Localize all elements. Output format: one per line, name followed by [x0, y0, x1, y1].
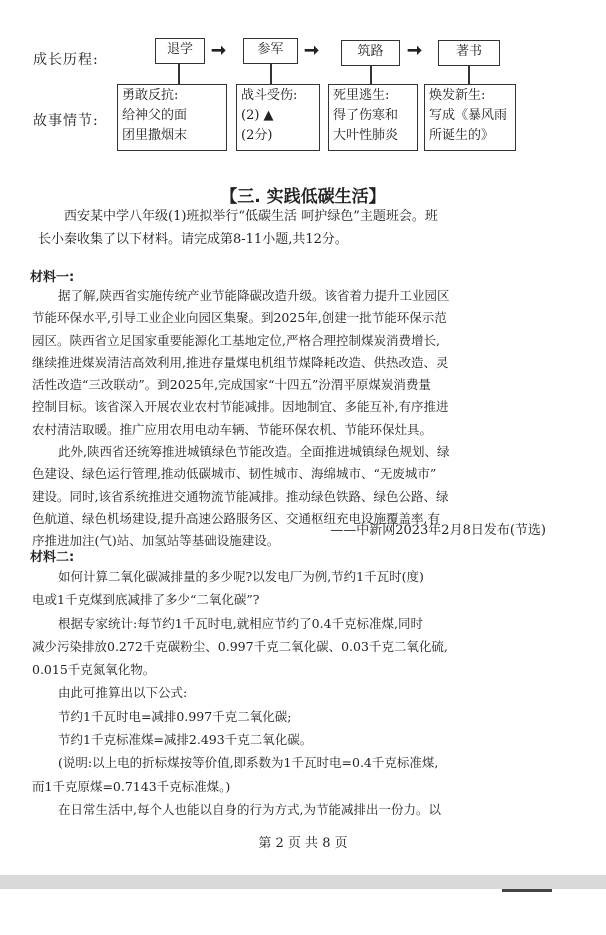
- story-cell-line: 焕发新生:: [429, 88, 486, 103]
- story-label: 故事情节:: [33, 113, 99, 129]
- story-cell-line: 团里撒烟末: [122, 128, 188, 143]
- story-cell-line: (2) ▲: [241, 108, 274, 123]
- material1-paragraph1: [32, 285, 562, 441]
- text-line: 继续推进煤炭清洁高效利用,推进存量煤电机组节煤降耗改造、供热改造、灵: [32, 354, 449, 370]
- text-line: 建设。同时,该省系统推进交通物流节能减排。推动绿色铁路、绿色公路、绿: [32, 488, 449, 504]
- section-title: 【三. 实践低碳生活】: [220, 187, 386, 207]
- scan-artifact: [502, 889, 552, 892]
- text-line: 节约1千瓦时电=减排0.997千克二氧化碳;: [58, 708, 292, 724]
- story-cell-line: 战斗受伤:: [241, 88, 298, 103]
- text-line: 此外,陕西省还统筹推进城镇绿色节能改造。全面推进城镇绿色规划、绿: [58, 444, 450, 459]
- story-cell-4: [424, 84, 516, 151]
- story-cell-line: 写成《暴风雨: [429, 108, 508, 123]
- source-citation: ——中新网2023年2月8日发布(节选): [330, 523, 546, 538]
- growth-label: 成长历程:: [33, 52, 99, 68]
- text-line: 节约1千克标准煤=减排2.493千克二氧化碳。: [58, 732, 313, 748]
- text-line: 控制目标。该省深入开展农业农村节能减排。因地制宜、多能互补,有序推进: [32, 399, 449, 415]
- material2-heading: 材料二:: [30, 550, 75, 565]
- stage-box-4: 著书: [438, 40, 500, 66]
- story-cell-1: [117, 84, 227, 151]
- connector-line: [370, 66, 372, 84]
- text-line: 由此可推算出以下公式:: [58, 685, 188, 701]
- text-line: 电或1千克煤到底减排了多少“二氧化碳”?: [32, 592, 260, 608]
- text-line: (说明:以上电的折标煤按等价值,即系数为1千瓦时电=0.4千克标准煤,: [58, 755, 439, 771]
- material2-paragraph: [32, 565, 562, 821]
- story-cell-2: [236, 84, 320, 151]
- text-line: 据了解,陕西省实施传统产业节能降碳改造升级。该省着力提升工业园区: [58, 288, 450, 303]
- right-arrow-icon: ➞: [304, 40, 320, 61]
- page-divider: [0, 875, 606, 889]
- story-cell-line: 大叶性肺炎: [333, 128, 399, 143]
- text-line: 园区。陕西省立足国家重要能源化工基地定位,严格合理控制煤炭消费增长,: [32, 332, 440, 348]
- right-arrow-icon: ➞: [407, 40, 423, 61]
- text-line: 节能环保水平,引导工业企业向园区集聚。到2025年,创建一批节能环保示范: [32, 310, 447, 326]
- material1-heading: 材料一:: [30, 270, 75, 285]
- stage-box-1: 退学: [155, 38, 205, 64]
- intro-paragraph: [38, 205, 558, 251]
- text-line: 序推进加注(气)站、加氢站等基础设施建设。: [32, 533, 280, 549]
- next-page-edge: [0, 889, 606, 935]
- right-arrow-icon: ➞: [211, 40, 227, 61]
- text-line: 农村清洁取暖。推广应用农用电动车辆、节能环保农机、节能环保灶具。: [32, 421, 433, 437]
- story-cell-line: 给神父的面: [122, 108, 188, 123]
- text-line: 在日常生活中,每个人也能以自身的行为方式,为节能减排出一份力。以: [58, 801, 441, 817]
- text-line: 西安某中学八年级(1)班拟举行“低碳生活 呵护绿色”主题班会。班: [64, 209, 438, 224]
- text-line: 根据专家统计:每节约1千瓦时电,就相应节约了0.4千克标准煤,同时: [58, 615, 423, 631]
- stage-box-3: 筑路: [341, 40, 400, 66]
- connector-line: [178, 64, 180, 84]
- text-line: 减少污染排放0.272千克碳粉尘、0.997千克二氧化碳、0.03千克二氧化硫,: [32, 638, 448, 654]
- stage-box-2: 参军: [243, 38, 298, 64]
- connector-line: [468, 66, 470, 84]
- connector-line: [270, 64, 272, 84]
- story-cell-line: 勇敢反抗:: [122, 88, 179, 103]
- text-line: 如何计算二氧化碳减排量的多少呢?以发电厂为例,节约1千瓦时(度): [58, 569, 424, 584]
- story-cell-line: 得了伤寒和: [333, 108, 399, 123]
- text-line: 活性改造“三改联动”。到2025年,完成国家“十四五”汾渭平原煤炭消费量: [32, 377, 431, 393]
- text-line: 色航道、绿色机场建设,提升高速公路服务区、交通枢纽充电设施覆盖率,有: [32, 510, 440, 526]
- story-cell-line: 死里逃生:: [333, 88, 390, 103]
- page-number: 第 2 页 共 8 页: [258, 836, 348, 851]
- text-line: 而1千克原煤=0.7143千克标准煤。): [32, 778, 231, 794]
- story-cell-line: 所诞生的》: [429, 128, 495, 143]
- text-line: 0.015千克氮氧化物。: [32, 662, 156, 678]
- story-cell-3: [328, 84, 418, 151]
- text-line: 色建设、绿色运行管理,推动低碳城市、韧性城市、海绵城市、“无废城市”: [32, 466, 437, 482]
- text-line: 长小秦收集了以下材料。请完成第8-11小题,共12分。: [38, 232, 348, 247]
- story-cell-line: (2分): [241, 128, 273, 143]
